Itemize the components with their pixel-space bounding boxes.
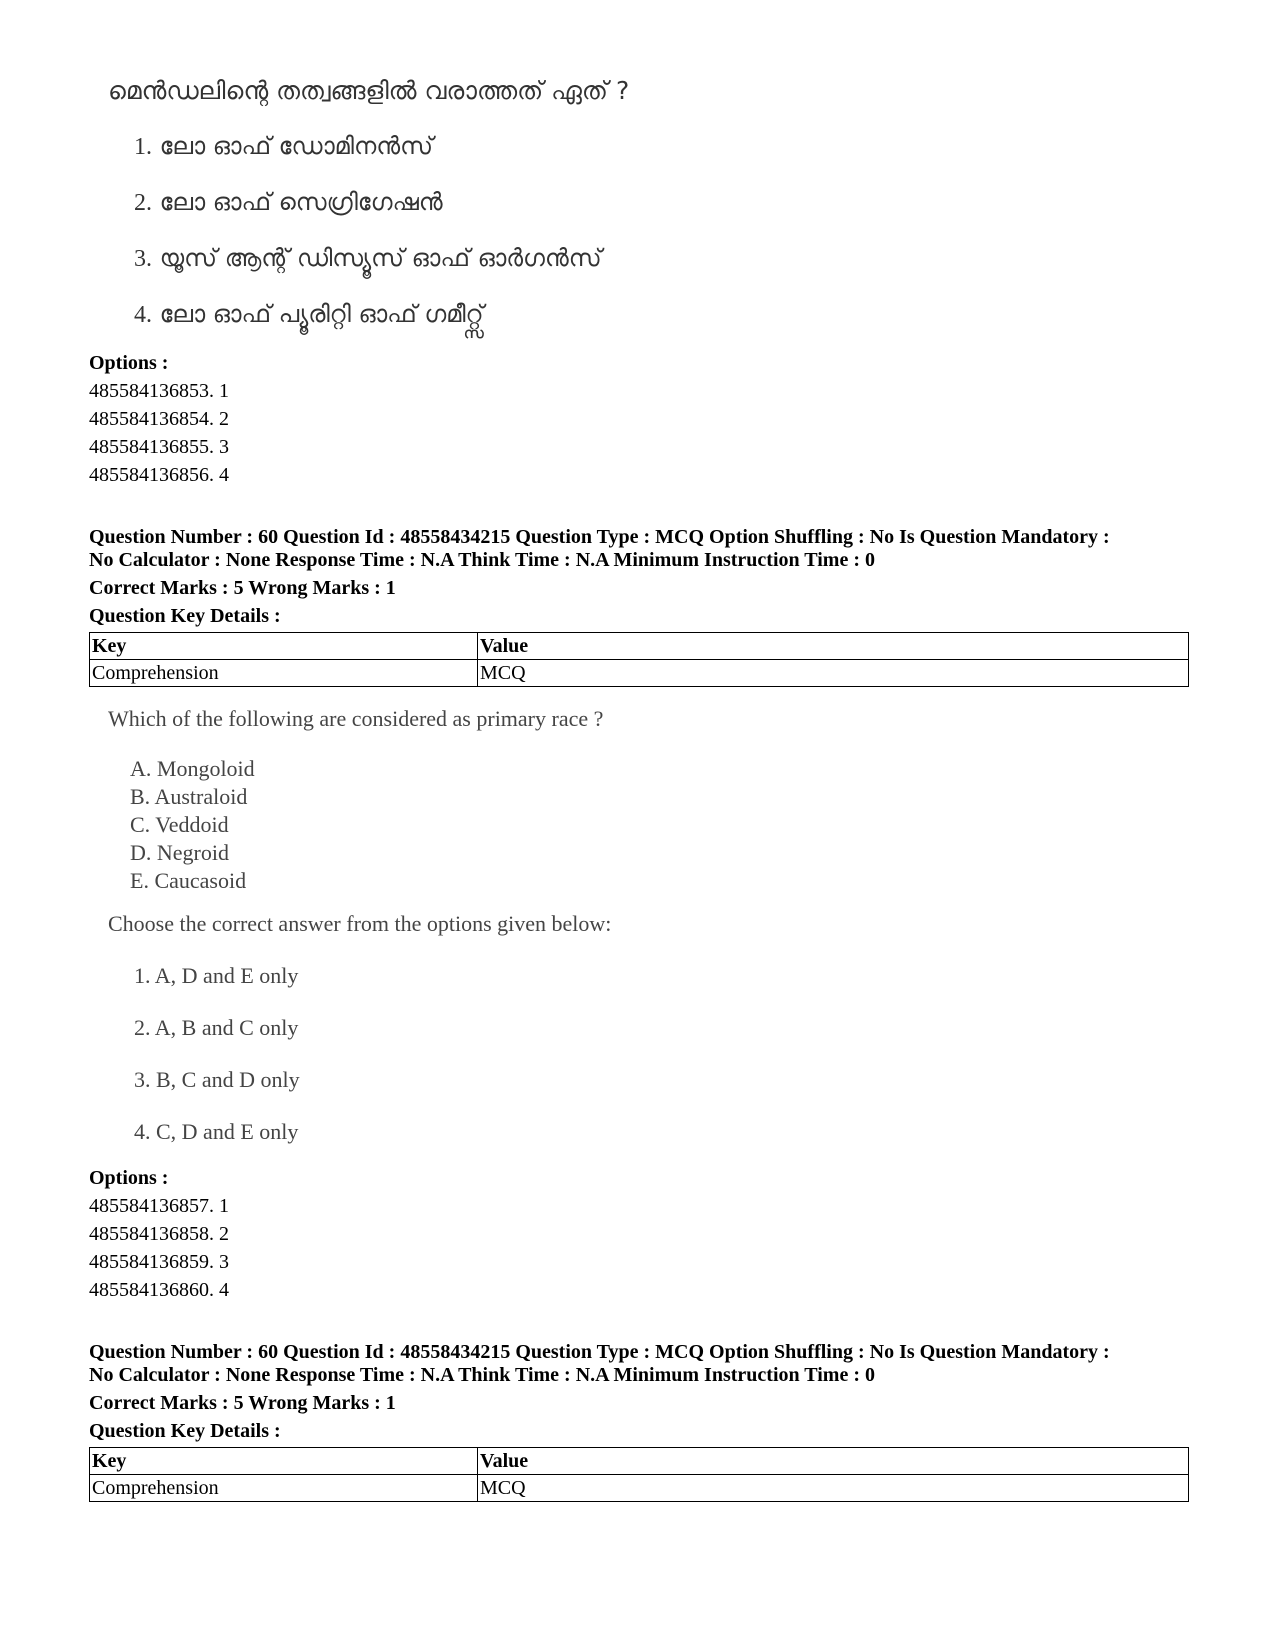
table-header-key: Key — [90, 1448, 478, 1475]
question-meta-line: No Calculator : None Response Time : N.A Think Time : N.A Minimum Instruction Time : 0 — [89, 1364, 875, 1386]
option-id-line: 485584136853. 1 — [89, 380, 229, 402]
question-meta — [89, 1341, 1189, 1387]
answer-choice-4: 4. C, D and E only — [134, 1119, 299, 1144]
table-header-key: Key — [90, 633, 478, 660]
table-cell-key: Comprehension — [90, 1475, 478, 1502]
question-key-table — [89, 1447, 1189, 1502]
choice-text: ലോ ഓഫ് പ്യൂരിറ്റി ഓഫ് ഗമീറ്റ്സ് — [159, 300, 484, 328]
option-id-line: 485584136859. 3 — [89, 1251, 229, 1273]
list-item: B. Australoid — [130, 784, 248, 809]
answer-choice-1: 1. A, D and E only — [134, 963, 299, 988]
answer-choice-3: 3. B, C and D only — [134, 1067, 300, 1092]
english-question-text: Which of the following are considered as primary race ? — [108, 706, 604, 731]
table-header-value: Value — [478, 1448, 1189, 1475]
malayalam-choice-2 — [134, 188, 443, 217]
choice-number: 4. — [134, 302, 152, 328]
marks-line: Correct Marks : 5 Wrong Marks : 1 — [89, 577, 396, 599]
table-cell-value: MCQ — [478, 660, 1189, 687]
choice-text: ലോ ഓഫ് ഡോമിനൻസ് — [159, 132, 434, 160]
question-meta-line: Question Number : 60 Question Id : 48558434215 Question Type : MCQ Option Shuffling : No Is Question Mandatory : — [89, 526, 1110, 548]
table-row — [90, 660, 1189, 687]
list-item: A. Mongoloid — [130, 756, 255, 781]
choice-number: 3. — [134, 246, 152, 272]
question-meta — [89, 526, 1189, 572]
key-details-heading: Question Key Details : — [89, 605, 281, 627]
option-id-line: 485584136858. 2 — [89, 1223, 229, 1245]
race-list — [130, 755, 255, 895]
list-item: E. Caucasoid — [130, 868, 247, 893]
option-id-line: 485584136856. 4 — [89, 464, 229, 486]
table-row — [90, 1475, 1189, 1502]
option-id-line: 485584136857. 1 — [89, 1195, 229, 1217]
options-heading: Options : — [89, 1167, 169, 1189]
question-meta-line: Question Number : 60 Question Id : 48558434215 Question Type : MCQ Option Shuffling : No Is Question Mandatory : — [89, 1341, 1110, 1363]
table-header-row — [90, 1448, 1189, 1475]
key-details-heading: Question Key Details : — [89, 1420, 281, 1442]
malayalam-choice-3 — [134, 244, 602, 273]
table-cell-value: MCQ — [478, 1475, 1189, 1502]
list-item: D. Negroid — [130, 840, 229, 865]
malayalam-choice-1 — [134, 132, 433, 161]
options-heading: Options : — [89, 352, 169, 374]
answer-choice-2: 2. A, B and C only — [134, 1015, 299, 1040]
option-id-line: 485584136854. 2 — [89, 408, 229, 430]
choice-number: 2. — [134, 190, 152, 216]
list-item: C. Veddoid — [130, 812, 229, 837]
malayalam-question-text: മെൻഡലിന്റെ തത്വങ്ങളിൽ വരാത്തത് ഏത് ? — [108, 76, 630, 105]
choice-text: യൂസ് ആന്റ് ഡിസ്യൂസ് ഓഫ് ഓർഗൻസ് — [159, 244, 602, 272]
choice-number: 1. — [134, 134, 152, 160]
answer-instruction: Choose the correct answer from the options given below: — [108, 911, 612, 936]
malayalam-choice-4 — [134, 300, 484, 329]
table-header-value: Value — [478, 633, 1189, 660]
choice-text: ലോ ഓഫ് സെഗ്രിഗേഷൻ — [159, 188, 443, 216]
marks-line: Correct Marks : 5 Wrong Marks : 1 — [89, 1392, 396, 1414]
question-key-table — [89, 632, 1189, 687]
table-cell-key: Comprehension — [90, 660, 478, 687]
question-meta-line: No Calculator : None Response Time : N.A Think Time : N.A Minimum Instruction Time : 0 — [89, 549, 875, 571]
table-header-row — [90, 633, 1189, 660]
option-id-line: 485584136855. 3 — [89, 436, 229, 458]
option-id-line: 485584136860. 4 — [89, 1279, 229, 1301]
